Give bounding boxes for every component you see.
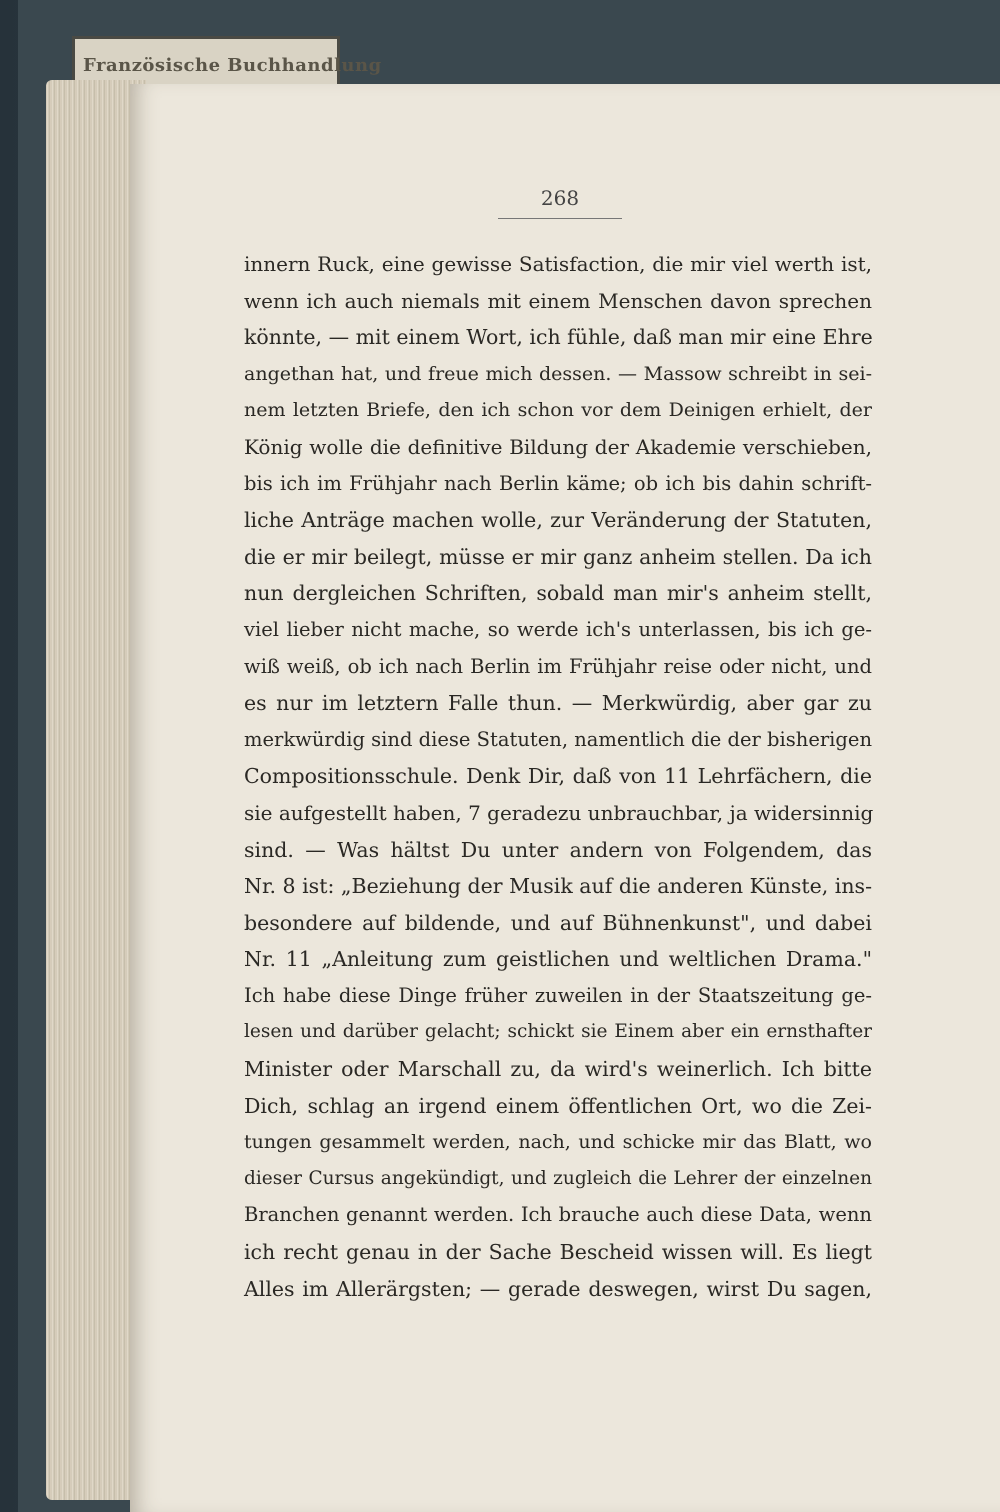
body-text bbox=[244, 246, 872, 1307]
text-line: es nur im letztern Falle thun. — Merkwürdig, aber gar zu bbox=[244, 691, 872, 716]
text-line: die er mir beilegt, müsse er mir ganz anheim stellen. Da ich bbox=[244, 544, 872, 569]
text-line: bis ich im Frühjahr nach Berlin käme; ob ich bis dahin schrift- bbox=[244, 471, 872, 495]
text-line: ich recht genau in der Sache Bescheid wissen will. Es liegt bbox=[244, 1240, 872, 1265]
text-line: angethan hat, und freue mich dessen. — Massow schreibt in sei- bbox=[244, 362, 872, 385]
text-line: tungen gesammelt werden, nach, und schicke mir das Blatt, wo bbox=[244, 1131, 872, 1154]
text-line: Branchen genannt werden. Ich brauche auch diese Data, wenn bbox=[244, 1203, 872, 1227]
text-line: innern Ruck, eine gewisse Satisfaction, die mir viel werth ist, bbox=[244, 252, 872, 276]
text-line: dieser Cursus angekündigt, und zugleich die Lehrer der einzelnen bbox=[244, 1167, 872, 1189]
bookseller-label-text: Französische Buchhandlung bbox=[83, 55, 382, 76]
text-line: König wolle die definitive Bildung der Akademie verschieben, bbox=[244, 434, 872, 459]
text-line: könnte, — mit einem Wort, ich fühle, daß man mir eine Ehre bbox=[244, 325, 873, 350]
text-line: Compositionsschule. Denk Dir, daß von 11 Lehrfächern, die bbox=[244, 764, 872, 789]
page-number: 268 bbox=[540, 186, 580, 210]
text-line: wiß weiß, ob ich nach Berlin im Frühjahr reise oder nicht, und bbox=[244, 654, 872, 678]
text-line: Nr. 11 „Anleitung zum geistlichen und weltlichen Drama." bbox=[244, 947, 872, 972]
text-line: lesen und darüber gelacht; schickt sie Einem aber ein ernsthafter bbox=[244, 1021, 872, 1043]
text-line: Minister oder Marschall zu, da wird's weinerlich. Ich bitte bbox=[244, 1057, 872, 1082]
text-line: viel lieber nicht mache, so werde ich's unterlassen, bis ich ge- bbox=[244, 617, 872, 641]
text-line: merkwürdig sind diese Statuten, namentlich die der bisherigen bbox=[244, 727, 872, 751]
text-line: liche Anträge machen wolle, zur Veränderung der Statuten, bbox=[244, 508, 872, 533]
text-line: Dich, schlag an irgend einem öffentlichen Ort, wo die Zei- bbox=[244, 1093, 872, 1118]
text-line: nun dergleichen Schriften, sobald man mir's anheim stellt, bbox=[244, 581, 872, 606]
text-line: sind. — Was hältst Du unter andern von Folgendem, das bbox=[244, 837, 872, 862]
text-line: wenn ich auch niemals mit einem Menschen davon sprechen bbox=[244, 288, 872, 313]
page-number-rule bbox=[498, 218, 622, 219]
text-line: sie aufgestellt haben, 7 geradezu unbrauchbar, ja widersinnig bbox=[244, 800, 874, 825]
text-line: besondere auf bildende, und auf Bühnenkunst", und dabei bbox=[244, 910, 872, 935]
text-line: nem letzten Briefe, den ich schon vor dem Deinigen erhielt, der bbox=[244, 399, 872, 422]
text-line: Nr. 8 ist: „Beziehung der Musik auf die anderen Künste, ins- bbox=[244, 874, 872, 899]
text-line: Ich habe diese Dinge früher zuweilen in der Staatszeitung ge- bbox=[244, 983, 872, 1007]
text-line: Alles im Allerärgsten; — gerade deswegen, wirst Du sagen, bbox=[244, 1276, 872, 1301]
